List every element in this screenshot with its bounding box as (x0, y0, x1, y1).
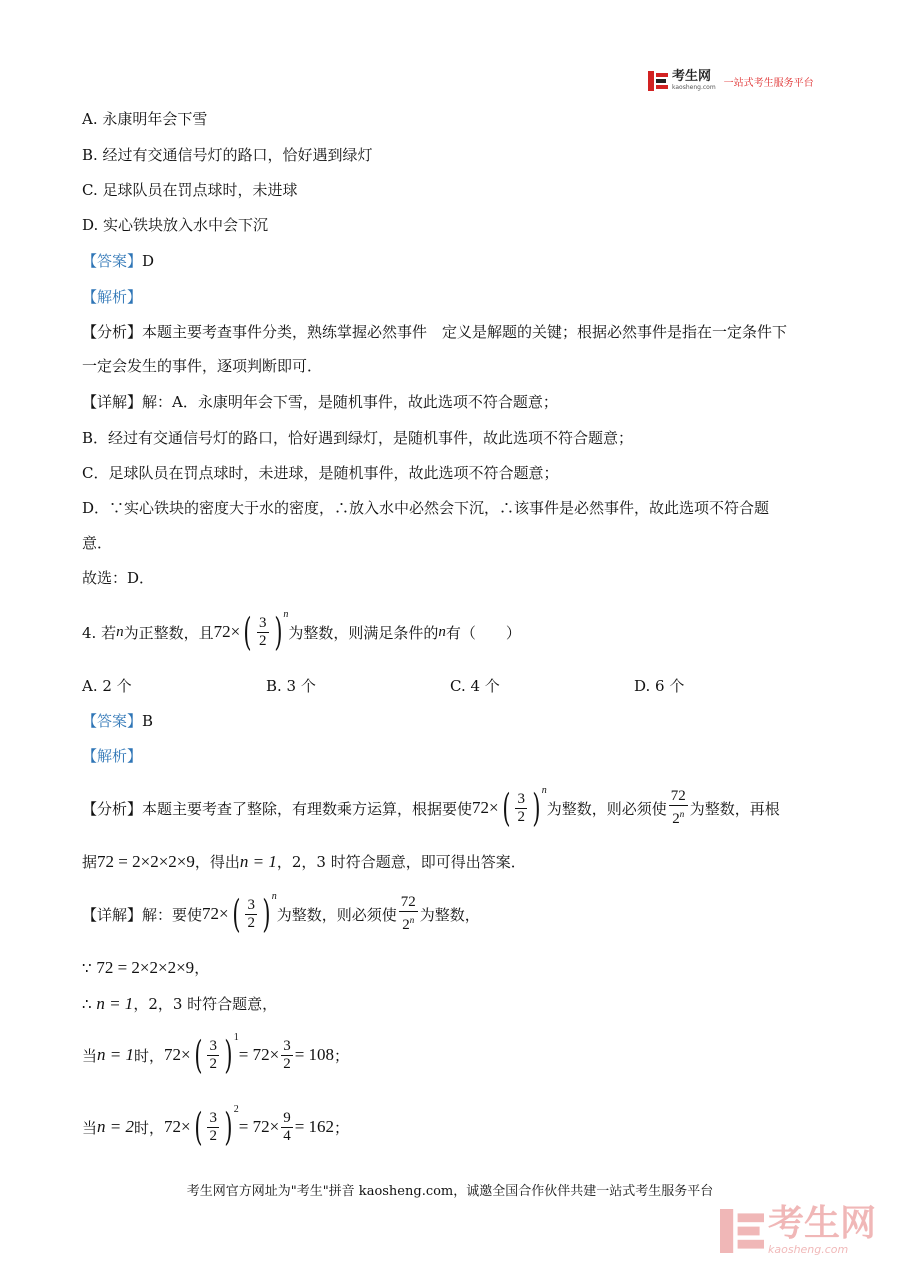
q3-option-a: A. 永康明年会下雪 (82, 110, 208, 128)
q4-option-d: D. 6 个 (634, 677, 685, 695)
q4-option-a: A. 2 个 (82, 677, 132, 695)
watermark-logo-icon (720, 1209, 764, 1253)
answer-tag: 【答案】 (82, 252, 143, 270)
q3-option-d: D. 实心铁块放入水中会下沉 (82, 216, 269, 234)
answer-tag: 【答案】 (82, 712, 143, 730)
watermark-url: kaosheng.com (768, 1243, 849, 1256)
watermark-name: 考生网 (768, 1203, 877, 1244)
answer-value: B (142, 712, 154, 730)
fraction-3-2: $\frac{3}{2}$ (259, 614, 267, 649)
q3-analysis-line: B．经过有交通信号灯的路口，恰好遇到绿灯，是随机事件，故此选项不符合题意； (82, 429, 634, 447)
q3-analysis-line: D．∵实心铁块的密度大于水的密度，∴放入水中必然会下沉，∴该事件是必然事件，故此选项不符合题 (82, 499, 770, 517)
q3-analysis-line: 【详解】解：A．永康明年会下雪，是随机事件，故此选项不符合题意； (82, 393, 558, 411)
q4-option-c: C. 4 个 (450, 677, 500, 695)
header-logo[interactable] (648, 70, 814, 92)
q3-analysis-line: 【分析】本题主要考查事件分类，熟练掌握必然事件 定义是解题的关键；根据必然事件是指在一定条件下 (82, 323, 788, 341)
q4-because-line: ∵ 72 = 2×2×2×9， (82, 958, 210, 977)
q3-answer (82, 250, 154, 272)
q4-stem: 4. 若 n 为正整数，且 72 × ( $\frac{3}{2}$ ) n 为整数，则满足条件的 n 有（ ） (82, 608, 521, 654)
brand-url: kaosheng.com (672, 84, 716, 91)
answer-value: D (142, 252, 155, 270)
kaosheng-logo-icon (648, 71, 668, 91)
footer-text: 考生网官方网址为"考生"拼音 kaosheng.com，诚邀全国合作伙伴共建一站式考生服务平台 (186, 1184, 714, 1199)
brand-slogan: 一站式考生服务平台 (723, 77, 814, 89)
q3-analysis-line: 意． (82, 534, 113, 552)
q4-fenxi-line1: 【分析】本题主要考查了整除，有理数乘方运算，根据要使 72 × ( $\frac{3}{2}$ ) n 为整数，则必须使 $\frac{72}{2^n}$ 为整数，再根 (82, 784, 780, 830)
q4-analysis-tag: 【解析】 (82, 747, 143, 765)
q4-case2-line: 当 n = 2 时， 72 × ( $\frac{3}{2}$ ) 2 = 72× $\frac{9}{4}$ = 162 ； (82, 1103, 350, 1149)
q3-option-b: B. 经过有交通信号灯的路口，恰好遇到绿灯 (82, 146, 373, 164)
q3-analysis-line: 故选：D． (82, 569, 155, 587)
q4-case1-line: 当 n = 1 时， 72 × ( $\frac{3}{2}$ ) 1 = 72× $\frac{3}{2}$ = 108 ； (82, 1031, 350, 1077)
q3-option-c: C. 足球队员在罚点球时，未进球 (82, 181, 298, 199)
q4-therefore-line: ∴ n = 1，2，3 时符合题意， (82, 994, 278, 1013)
q3-analysis-line: 一定会发生的事件，逐项判断即可． (82, 357, 323, 375)
q4-option-b: B. 3 个 (266, 677, 316, 695)
watermark (720, 1205, 876, 1256)
brand-name: 考生网 (672, 69, 712, 84)
q3-analysis-tag: 【解析】 (82, 288, 143, 306)
q4-fenxi-line2: 据72 = 2×2×2×9，得出n = 1，2，3 时符合题意，即可得出答案． (82, 852, 526, 871)
q4-answer (82, 710, 153, 732)
q3-analysis-line: C．足球队员在罚点球时，未进球，是随机事件，故此选项不符合题意； (82, 464, 559, 482)
q4-xiangjie-line1: 【详解】解：要使 72 × ( $\frac{3}{2}$ ) n 为整数，则必须使 $\frac{72}{2^n}$ 为整数， (82, 890, 480, 936)
